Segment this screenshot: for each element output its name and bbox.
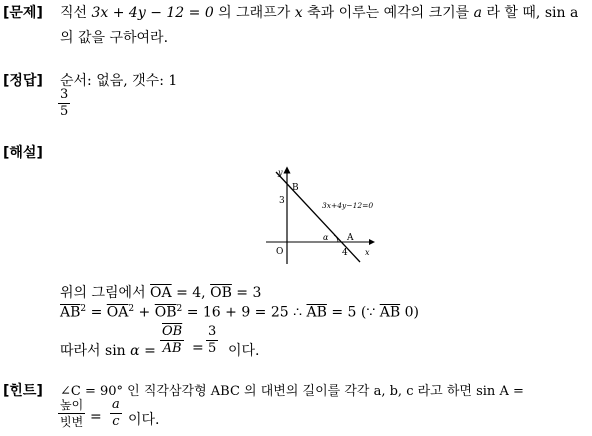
segment-oa: $\overline{OA}$ bbox=[106, 304, 129, 321]
problem-text: 축과 이루는 예각의 크기를 bbox=[302, 5, 474, 21]
problem-text: 직선 bbox=[60, 5, 92, 21]
fraction-numerator: a bbox=[112, 397, 120, 412]
solution-figure bbox=[262, 164, 377, 268]
x-axis-label: x bbox=[365, 248, 370, 257]
solution-text: = 5 (∵ bbox=[326, 304, 380, 321]
plus-sign: + bbox=[134, 304, 155, 321]
line-equation-label: 3x+4y−12=0 bbox=[322, 201, 374, 210]
answer-numerator: 3 bbox=[60, 87, 69, 102]
solution-text: 위의 그림에서 bbox=[60, 285, 151, 301]
solution-text: 따라서 sin bbox=[60, 343, 131, 359]
angle-arc bbox=[334, 235, 338, 242]
fraction-numerator: 높이 bbox=[60, 398, 84, 412]
equals-sign: = bbox=[86, 304, 107, 321]
solution-line-3-end: 이다. bbox=[228, 343, 260, 359]
segment-ob: $\overline{OB}$ bbox=[154, 304, 177, 321]
solution-text: = 16 + 9 = 25 ∴ bbox=[182, 304, 307, 321]
square-exp: 2 bbox=[128, 304, 135, 314]
variable-x: x bbox=[294, 5, 303, 21]
fraction-bar bbox=[58, 413, 85, 414]
answer-fraction bbox=[58, 88, 70, 119]
solution-text: = 4, bbox=[171, 285, 211, 301]
angle-label: α bbox=[323, 233, 329, 242]
answer-denominator: 5 bbox=[60, 104, 69, 119]
hint-line-1: ∠C = 90° 인 직각삼각형 ABC 의 대변의 길이를 각각 a, b, c 라고 하면 sin A = bbox=[60, 384, 524, 399]
fraction-denominator: 5 bbox=[208, 341, 217, 356]
square-exp: 2 bbox=[176, 304, 183, 314]
hint-tag: [힌트] bbox=[3, 383, 43, 399]
problem-text: 라 할 때, bbox=[482, 5, 545, 21]
hint-fraction-2 bbox=[110, 398, 122, 429]
fraction-numerator: $\overline{OB}$ bbox=[162, 324, 183, 339]
answer-tag: [정답] bbox=[3, 73, 43, 89]
solution-line-2 bbox=[60, 304, 419, 321]
variable-a: a bbox=[473, 5, 482, 21]
y-intercept-label: 3 bbox=[279, 196, 285, 206]
sin-a-expr: sin a bbox=[544, 5, 579, 21]
hint-end: 이다. bbox=[128, 412, 160, 428]
segment-ab: $\overline{AB}$ bbox=[379, 304, 401, 321]
problem-text: 의 그래프가 bbox=[213, 5, 295, 21]
problem-line-1 bbox=[60, 2, 578, 22]
square-exp: 2 bbox=[80, 304, 87, 314]
equals-sign: = bbox=[90, 409, 102, 425]
x-intercept-label: 4 bbox=[342, 248, 348, 258]
fraction-denominator: c bbox=[112, 414, 120, 429]
fraction-denominator: 빗변 bbox=[60, 415, 84, 429]
equals-sign: = bbox=[192, 340, 204, 356]
solution-text: = 3 bbox=[231, 285, 262, 301]
line-equation: 3x + 4y − 12 = 0 bbox=[91, 5, 214, 21]
fraction-numerator: 3 bbox=[208, 324, 217, 339]
point-b-label: B bbox=[292, 183, 299, 193]
segment-ab: $\overline{AB}$ bbox=[60, 304, 81, 321]
y-axis-label: y bbox=[278, 168, 283, 177]
solution-line-1 bbox=[60, 282, 261, 302]
origin-label: O bbox=[276, 247, 284, 257]
sin-fraction bbox=[160, 325, 184, 356]
value-fraction bbox=[206, 325, 218, 356]
segment-oa: $\overline{OA}$ bbox=[150, 285, 172, 301]
alpha-symbol: α bbox=[130, 343, 140, 359]
solution-line-3-prefix: 따라서 sin α = bbox=[60, 343, 156, 359]
segment-ob: $\overline{OB}$ bbox=[210, 285, 232, 301]
hint-fraction bbox=[58, 398, 85, 429]
fraction-denominator: AB bbox=[162, 341, 182, 356]
problem-tag: [문제] bbox=[3, 5, 43, 21]
solution-tag: [해설] bbox=[3, 145, 43, 161]
segment-ab: $\overline{AB}$ bbox=[306, 304, 327, 321]
problem-line-2: 의 값을 구하여라. bbox=[60, 30, 169, 46]
solution-text: 0) bbox=[400, 304, 419, 321]
point-a-label: A bbox=[347, 233, 354, 243]
answer-line: 순서: 없음, 갯수: 1 bbox=[60, 73, 178, 89]
